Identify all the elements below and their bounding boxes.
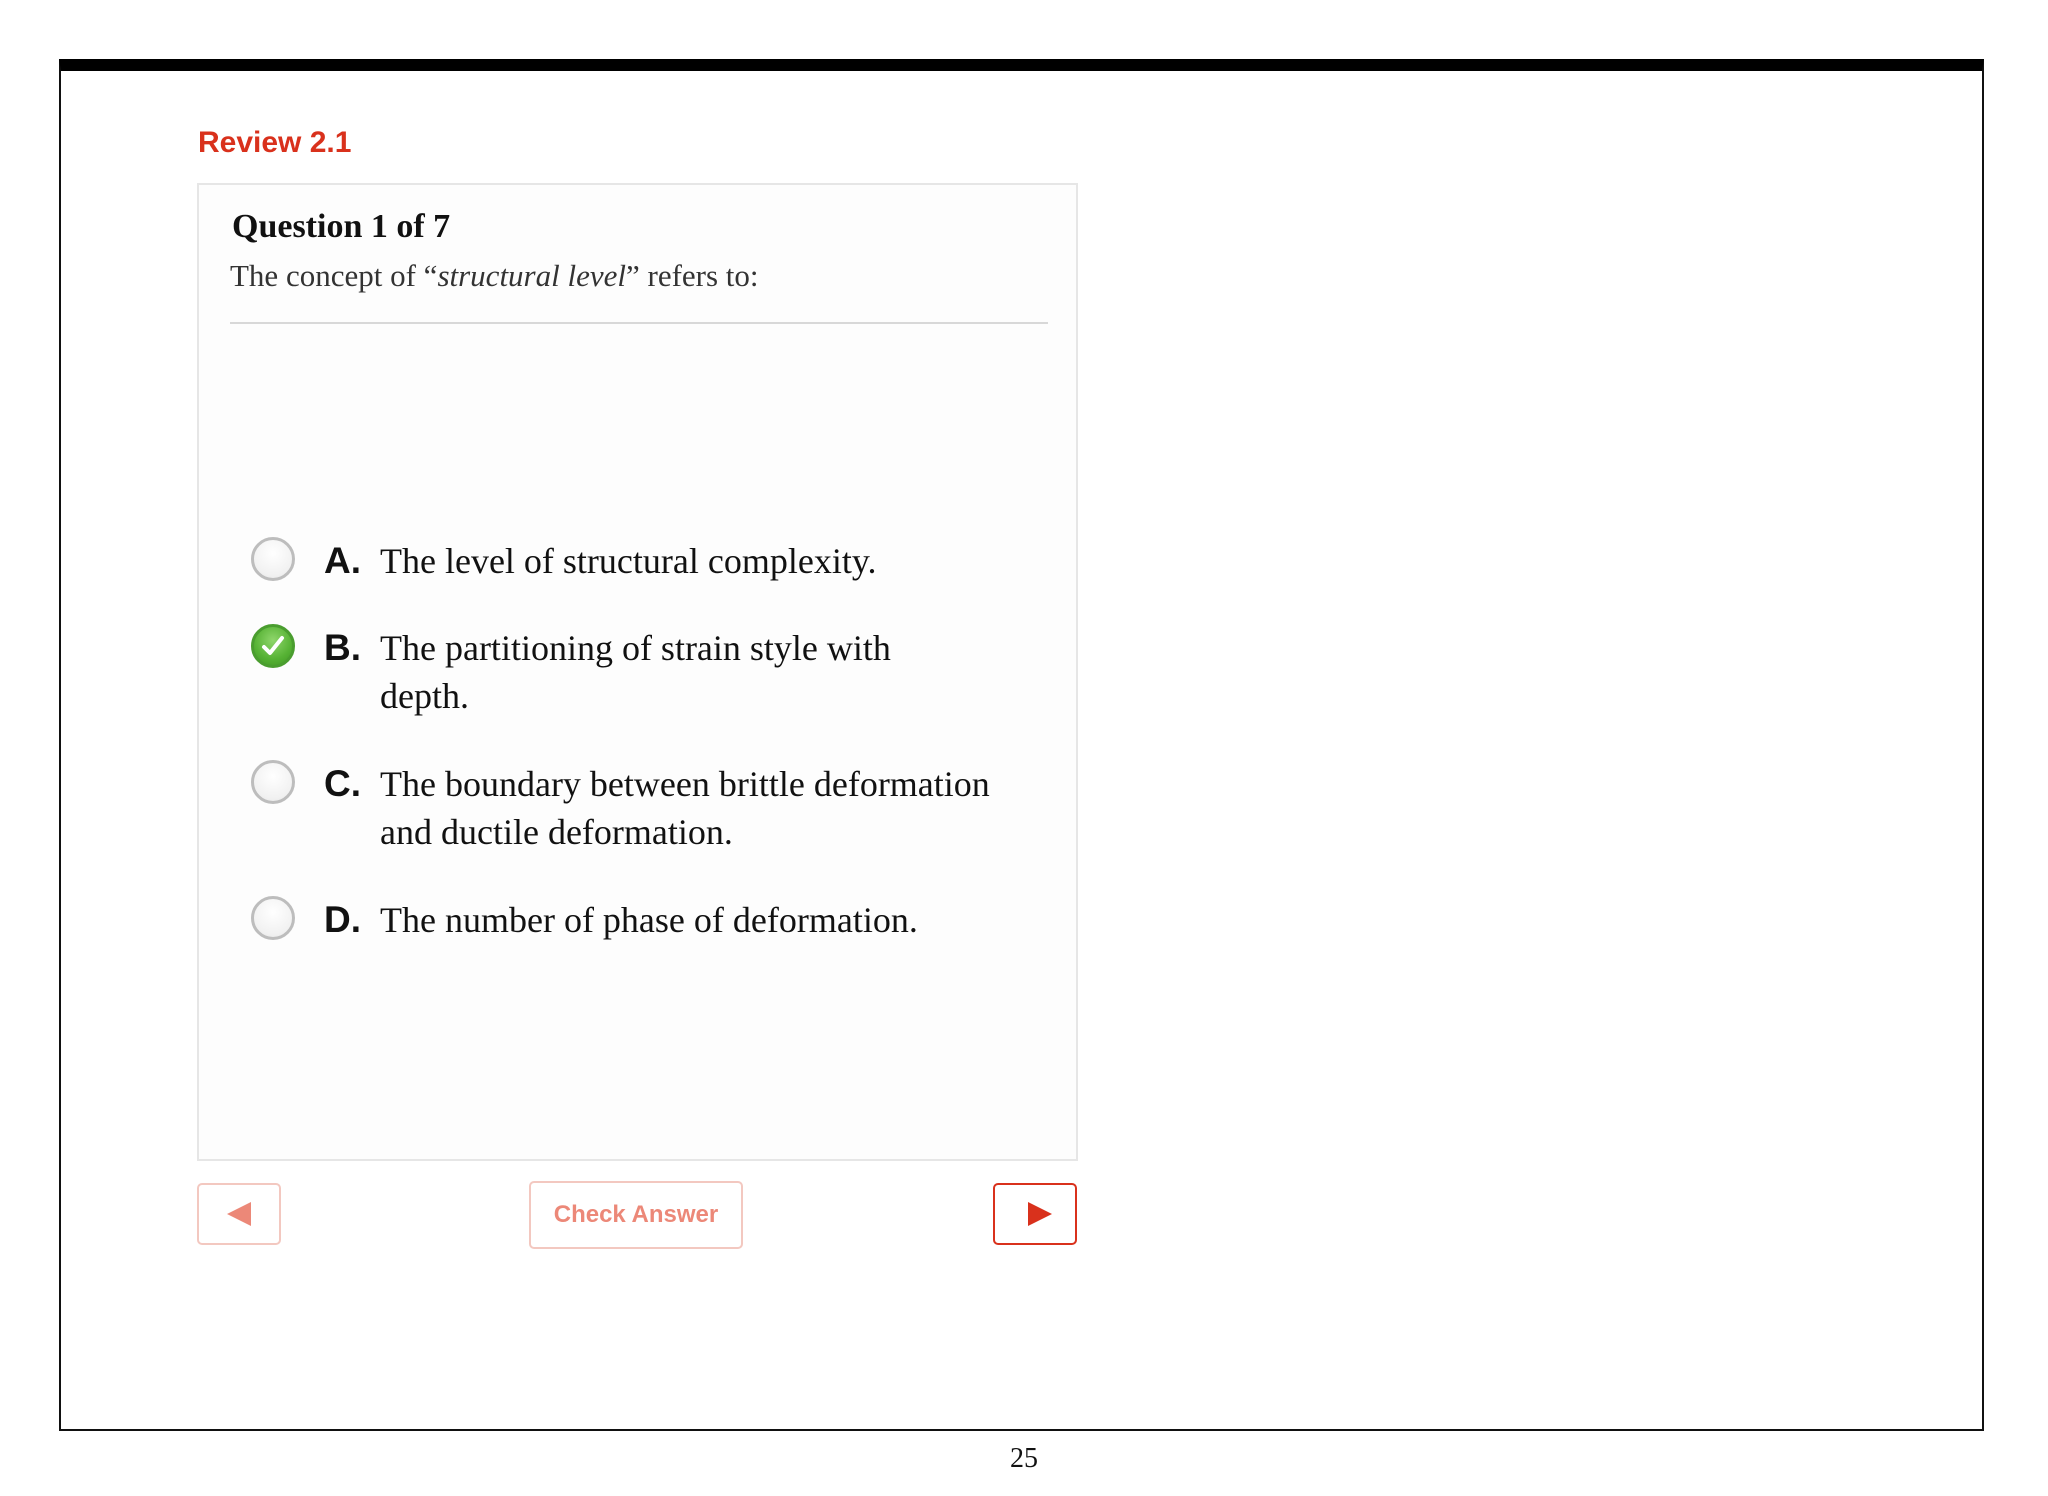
option-text: The number of phase of deformation. [380, 900, 918, 940]
correct-check-icon[interactable] [251, 624, 295, 668]
answer-option-b[interactable] [251, 624, 1031, 720]
question-divider [230, 322, 1048, 324]
option-text: The boundary between brittle deformation and ductile deformation. [380, 764, 990, 852]
prompt-text-before: The concept of [230, 258, 424, 293]
option-letter: C. [324, 763, 361, 804]
triangle-left-icon [199, 1185, 279, 1243]
answer-option-d[interactable] [251, 896, 1031, 944]
page-number: 25 [1010, 1443, 1038, 1474]
answer-option-a[interactable] [251, 537, 1031, 585]
answer-option-c[interactable] [251, 760, 1031, 856]
option-letter: D. [324, 899, 361, 940]
option-letter: B. [324, 627, 361, 668]
option-letter: A. [324, 540, 361, 581]
option-text: The level of structural complexity. [380, 541, 877, 581]
option-text: The partitioning of strain style with depth. [380, 628, 891, 716]
checkmark-icon [254, 627, 292, 665]
prompt-emphasis: structural level [437, 258, 626, 293]
triangle-right-icon [995, 1185, 1075, 1243]
radio-button-icon[interactable] [251, 896, 295, 940]
previous-question-button[interactable] [197, 1183, 281, 1245]
prompt-text-after: refers to: [639, 258, 759, 293]
prompt-close-quote: ” [625, 258, 640, 293]
question-prompt [230, 258, 759, 294]
radio-button-icon[interactable] [251, 760, 295, 804]
question-counter: Question 1 of 7 [232, 208, 451, 245]
section-title: Review 2.1 [198, 126, 352, 159]
radio-button-icon[interactable] [251, 537, 295, 581]
prompt-open-quote: “ [423, 258, 438, 293]
check-answer-button[interactable]: Check Answer [529, 1181, 743, 1249]
next-question-button[interactable] [993, 1183, 1077, 1245]
